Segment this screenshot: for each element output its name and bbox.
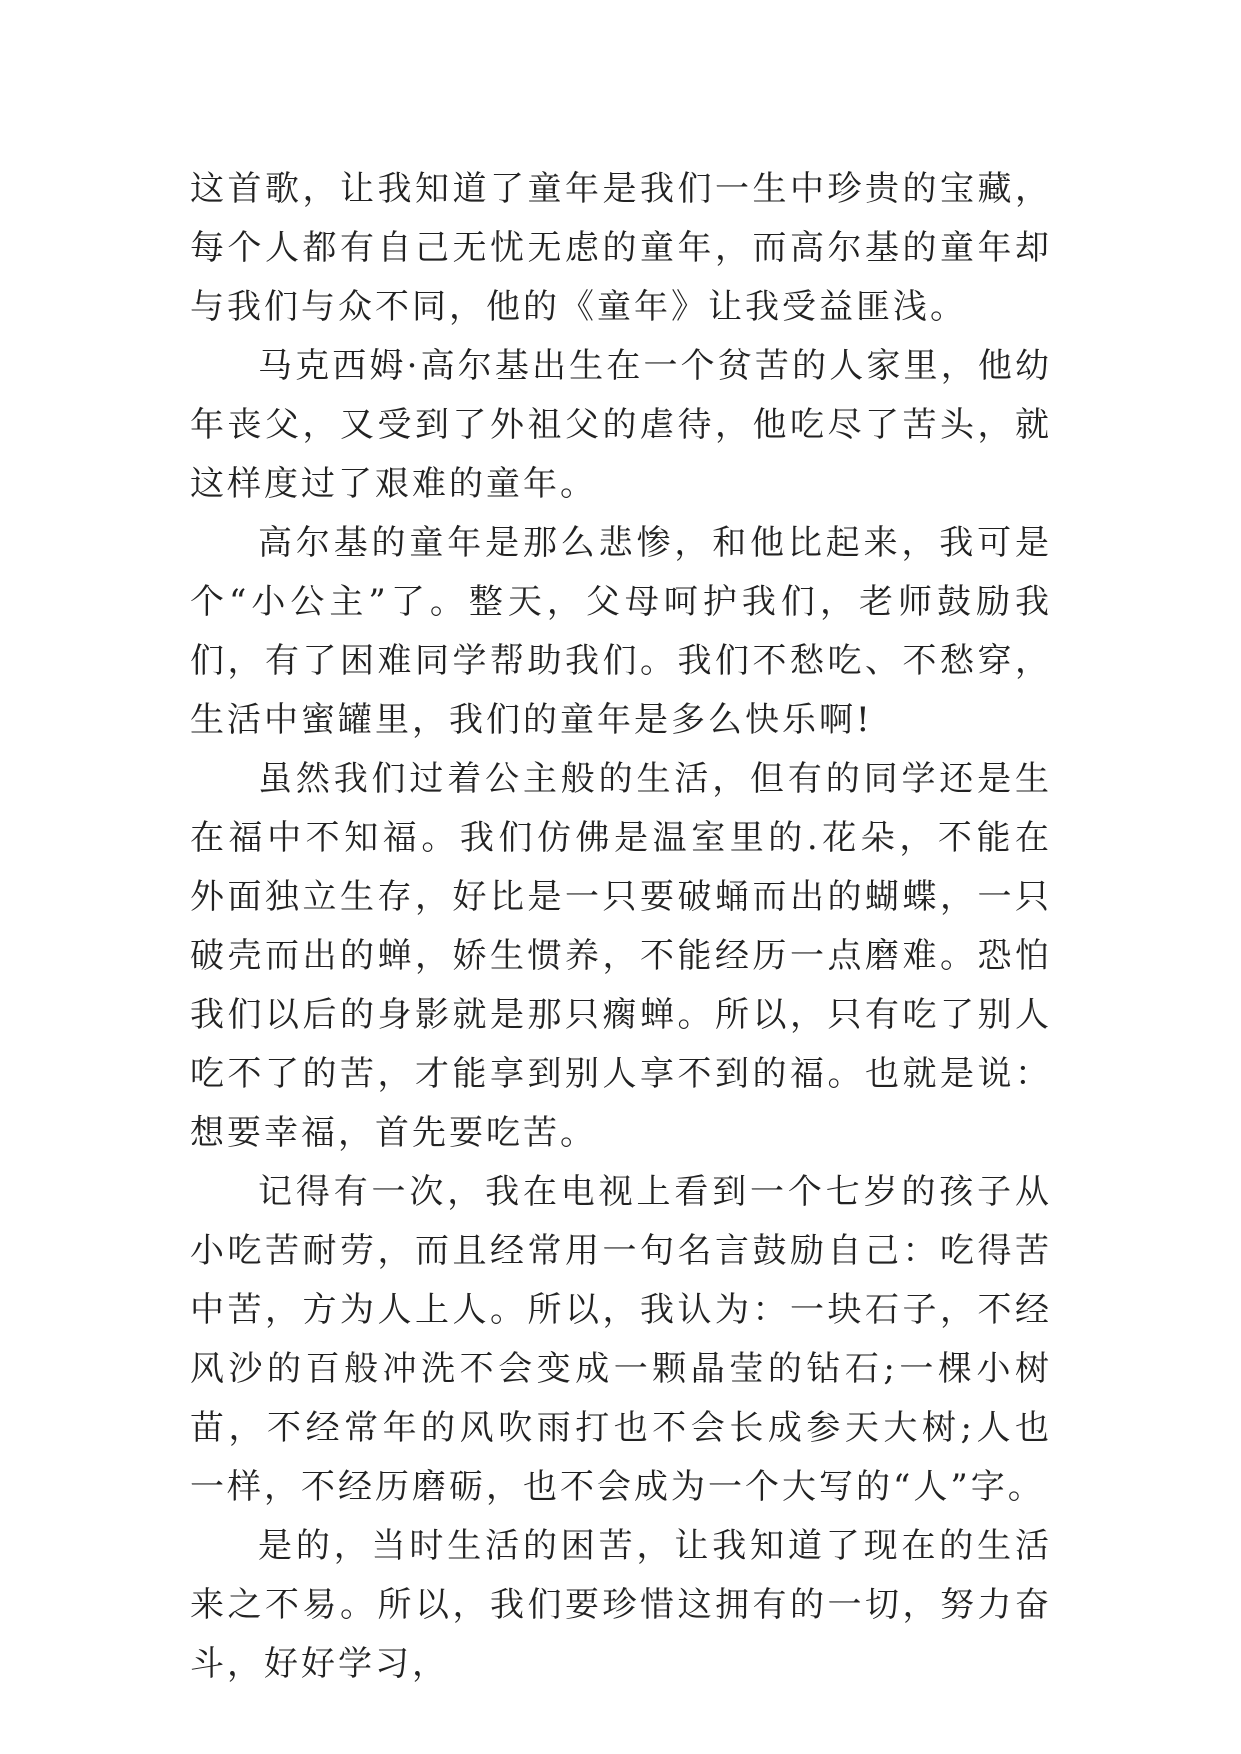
paragraph-2: 马克西姆·高尔基出生在一个贫苦的人家里，他幼年丧父，又受到了外祖父的虐待，他吃尽了苦头，就这样度过了艰难的童年。 (190, 346, 1052, 504)
paragraph-3: 高尔基的童年是那么悲惨，和他比起来，我可是个“小公主”了。整天，父母呵护我们，老师鼓励我们，有了困难同学帮助我们。我们不愁吃、不愁穿，生活中蜜罐里，我们的童年是多么快乐啊! (190, 523, 1052, 740)
paragraph-1: 这首歌，让我知道了童年是我们一生中珍贵的宝藏，每个人都有自己无忧无虑的童年，而高尔基的童年却与我们与众不同，他的《童年》让我受益匪浅。 (190, 169, 1052, 327)
document-body (190, 160, 1052, 1694)
paragraph-4: 虽然我们过着公主般的生活，但有的同学还是生在福中不知福。我们仿佛是温室里的.花朵，不能在外面独立生存，好比是一只要破蛹而出的蝴蝶，一只破壳而出的蝉，娇生惯养，不能经历一点磨难。恐怕我们以后的身影就是那只瘸蝉。所以，只有吃了别人吃不了的苦，才能享到别人享不到的福。也就是说：想要幸福，首先要吃苦。 (190, 759, 1052, 1153)
paragraph-5: 记得有一次，我在电视上看到一个七岁的孩子从小吃苦耐劳，而且经常用一句名言鼓励自己：吃得苦中苦，方为人上人。所以，我认为：一块石子，不经风沙的百般冲洗不会变成一颗晶莹的钻石;一棵小树苗，不经常年的风吹雨打也不会长成参天大树;人也一样，不经历磨砺，也不会成为一个大写的“人”字。 (190, 1172, 1052, 1507)
paragraph-6: 是的，当时生活的困苦，让我知道了现在的生活来之不易。所以，我们要珍惜这拥有的一切，努力奋斗，好好学习， (190, 1526, 1052, 1684)
